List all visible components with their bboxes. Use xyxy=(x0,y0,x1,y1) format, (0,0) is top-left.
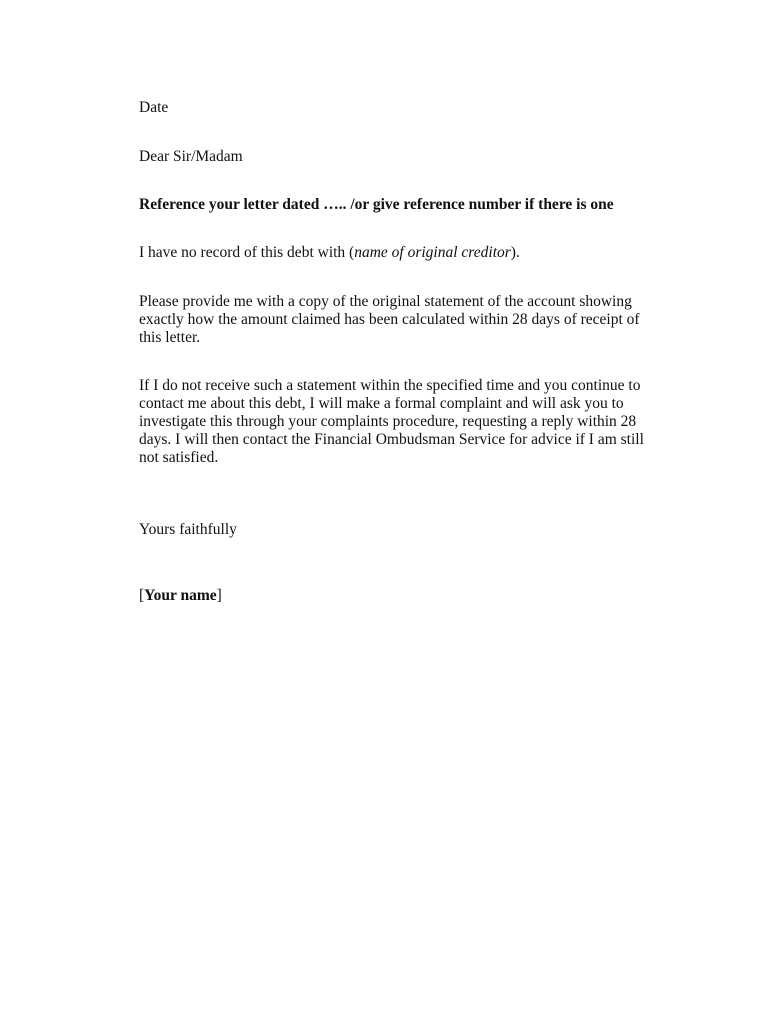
no-record-paragraph xyxy=(139,244,649,262)
complaint-line: If I do not receive such a statement within the specified time and you continue to xyxy=(139,377,641,394)
closing: Yours faithfully xyxy=(139,521,237,538)
date-line: Date xyxy=(139,99,169,116)
complaint-line: contact me about this debt, I will make a formal complaint and will ask you to xyxy=(139,395,624,412)
salutation: Dear Sir/Madam xyxy=(139,148,243,165)
signature-bracket-close: ] xyxy=(216,587,222,604)
complaint-line: days. I will then contact the Financial Ombudsman Service for advice if I am still xyxy=(139,431,644,448)
complaint-line: investigate this through your complaints procedure, requesting a reply within 28 xyxy=(139,413,637,430)
reference-line: Reference your letter dated ….. /or give reference number if there is one xyxy=(139,196,614,213)
creditor-placeholder: name of original creditor xyxy=(354,244,511,261)
signature-line xyxy=(139,587,649,605)
signature-bracket-open: [ xyxy=(139,587,145,604)
statement-request-line: Please provide me with a copy of the original statement of the account showing xyxy=(139,293,632,310)
signature-name: Your name xyxy=(144,587,217,604)
statement-request-line: this letter. xyxy=(139,329,201,346)
complaint-paragraph xyxy=(139,377,651,467)
no-record-text-after: ). xyxy=(510,244,520,261)
statement-request-paragraph xyxy=(139,293,651,347)
no-record-text-before: I have no record of this debt with ( xyxy=(139,244,355,261)
statement-request-line: exactly how the amount claimed has been calculated within 28 days of receipt of xyxy=(139,311,640,328)
complaint-line: not satisfied. xyxy=(139,449,219,466)
